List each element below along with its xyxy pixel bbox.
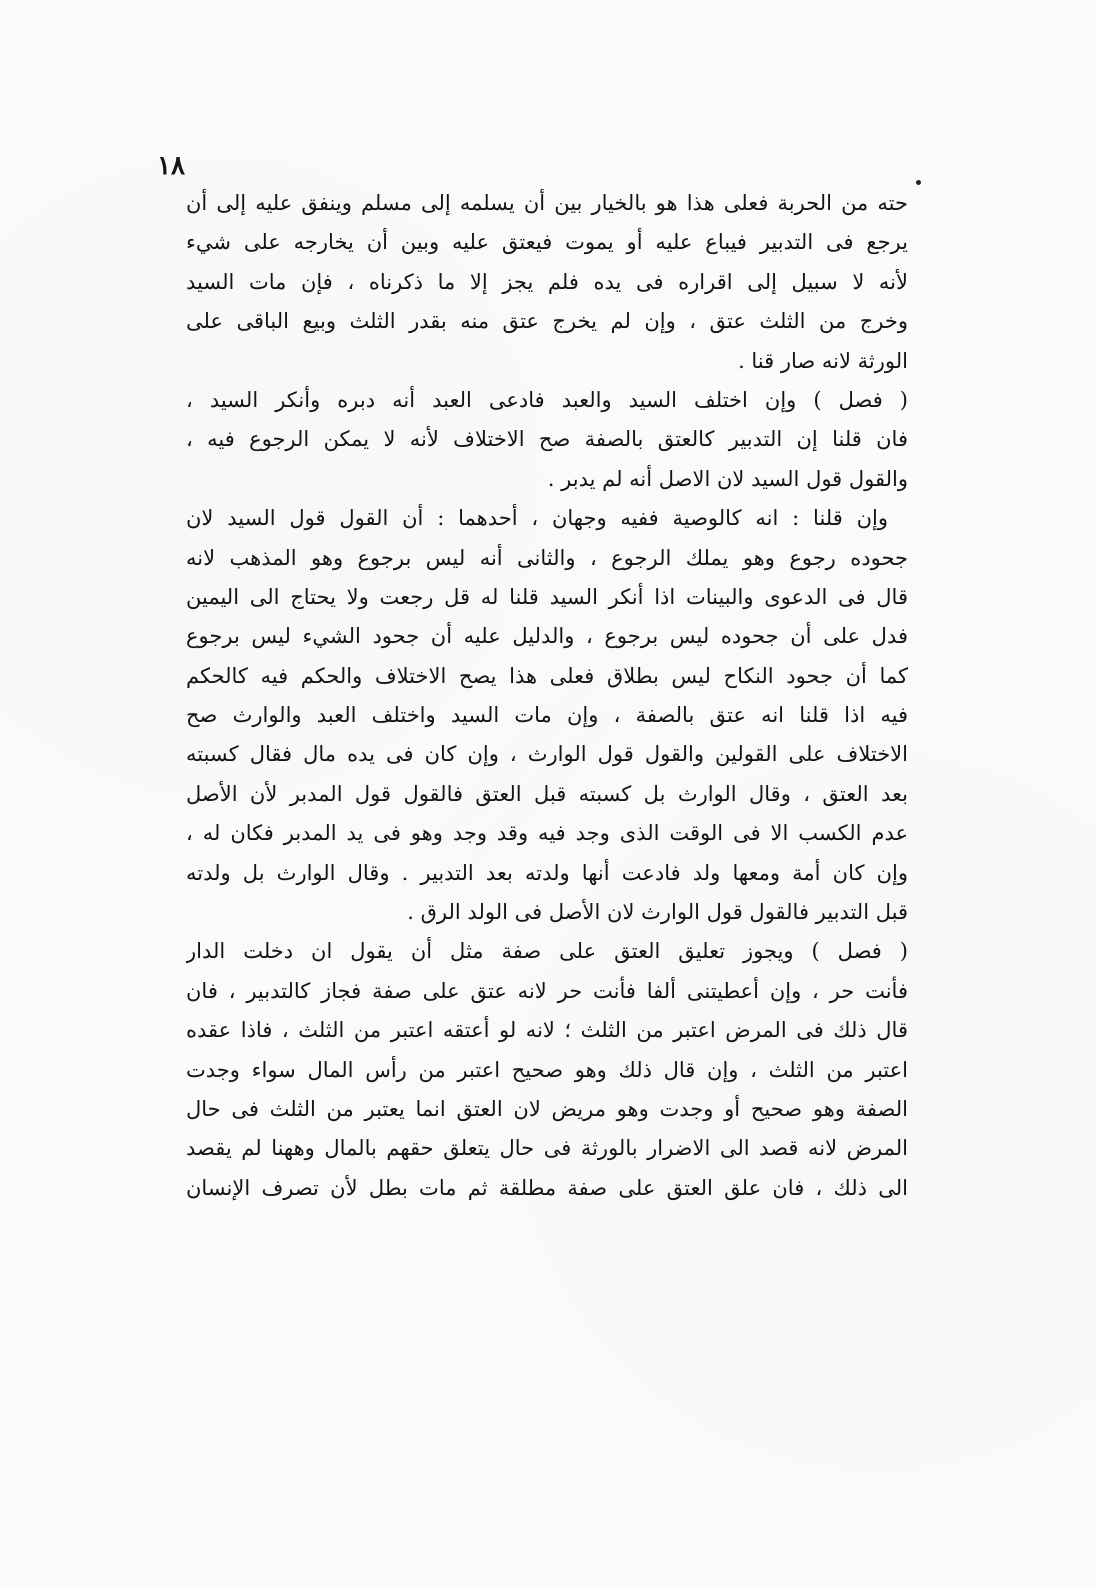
text-line: لأنه لا سبيل إلى اقراره فى يده فلم يجز إلا ما ذكرناه ، فإن مات السيد (186, 269, 908, 294)
text-line: وخرج من الثلث عتق ، وإن لم يخرج عتق منه بقدر الثلث وبيع الباقى على (186, 309, 908, 334)
text-line: عدم الكسب الا فى الوقت الذى وجد فيه وقد وجد وهو فى يد المدبر فكان له ، (186, 821, 908, 846)
text-line: الصفة وهو صحيح أو وجدت وهو مريض لان العتق انما يعتبر من الثلث فى حال (186, 1096, 908, 1121)
text-line: ( فصل ) وإن اختلف السيد والعبد فادعى العبد أنه دبره وأنكر السيد ، (186, 387, 908, 412)
body-text (186, 184, 908, 1208)
text-line: الى ذلك ، فان علق العتق على صفة مطلقة ثم مات بطل لأن تصرف الإنسان (186, 1175, 908, 1200)
text-line: ( فصل ) ويجوز تعليق العتق على صفة مثل أن يقول ان دخلت الدار (186, 939, 908, 964)
text-line: الورثة لانه صار قنا . (738, 348, 908, 373)
text-line: وإن قلنا : انه كالوصية ففيه وجهان ، أحدهما : أن القول قول السيد لان (186, 506, 888, 531)
text-line: قبل التدبير فالقول قول الوارث لان الأصل فى الولد الرق . (407, 900, 908, 925)
text-line: يرجع فى التدبير فيباع عليه أو يموت فيعتق عليه وبين أن يخارجه على شيء (186, 230, 908, 255)
text-line: الاختلاف على القولين والقول قول الوارث ، وإن كان فى يده مال فقال كسبته (186, 742, 908, 767)
text-line: فيه اذا قلنا انه عتق بالصفة ، وإن مات السيد واختلف العبد والوارث صح (186, 703, 908, 728)
text-line: قال ذلك فى المرض اعتبر من الثلث ؛ لانه لو أعتقه اعتبر من الثلث ، فاذا عقده (186, 1018, 908, 1043)
text-line: جحوده رجوع وهو يملك الرجوع ، والثانى أنه ليس برجوع وهو المذهب لانه (186, 545, 908, 570)
ink-speck (916, 180, 921, 185)
text-line: حته من الحربة فعلى هذا هو بالخيار بين أن يسلمه إلى مسلم وينفق عليه إلى أن (186, 191, 908, 215)
text-line: والقول قول السيد لان الاصل أنه لم يدبر . (547, 466, 908, 491)
text-line: فان قلنا إن التدبير كالعتق بالصفة صح الاختلاف لأنه لا يمكن الرجوع فيه ، (186, 427, 908, 452)
page-number: ١٨ (157, 151, 185, 181)
text-line: فدل على أن جحوده ليس برجوع ، والدليل عليه أن جحود الشيء ليس برجوع (186, 624, 908, 649)
text-line: بعد العتق ، وقال الوارث بل كسبته قبل العتق فالقول قول المدبر لأن الأصل (186, 781, 908, 806)
text-line: فأنت حر ، وإن أعطيتنى ألفا فأنت حر لانه عتق على صفة فجاز كالتدبير ، فان (186, 978, 908, 1003)
text-line: كما أن جحود النكاح ليس بطلاق فعلى هذا يصح الاختلاف والحكم فيه كالحكم (186, 663, 908, 688)
text-line: وإن كان أمة ومعها ولد فادعت أنها ولدته بعد التدبير . وقال الوارث بل ولدته (186, 860, 908, 885)
text-line: المرض لانه قصد الى الاضرار بالورثة فى حال يتعلق حقهم بالمال وههنا لم يقصد (186, 1136, 908, 1161)
text-line: قال فى الدعوى والبينات اذا أنكر السيد قلنا له قل رجعت ولا يحتاج الى اليمين (186, 584, 908, 609)
text-line: اعتبر من الثلث ، وإن قال ذلك وهو صحيح اعتبر من رأس المال سواء وجدت (186, 1057, 908, 1082)
